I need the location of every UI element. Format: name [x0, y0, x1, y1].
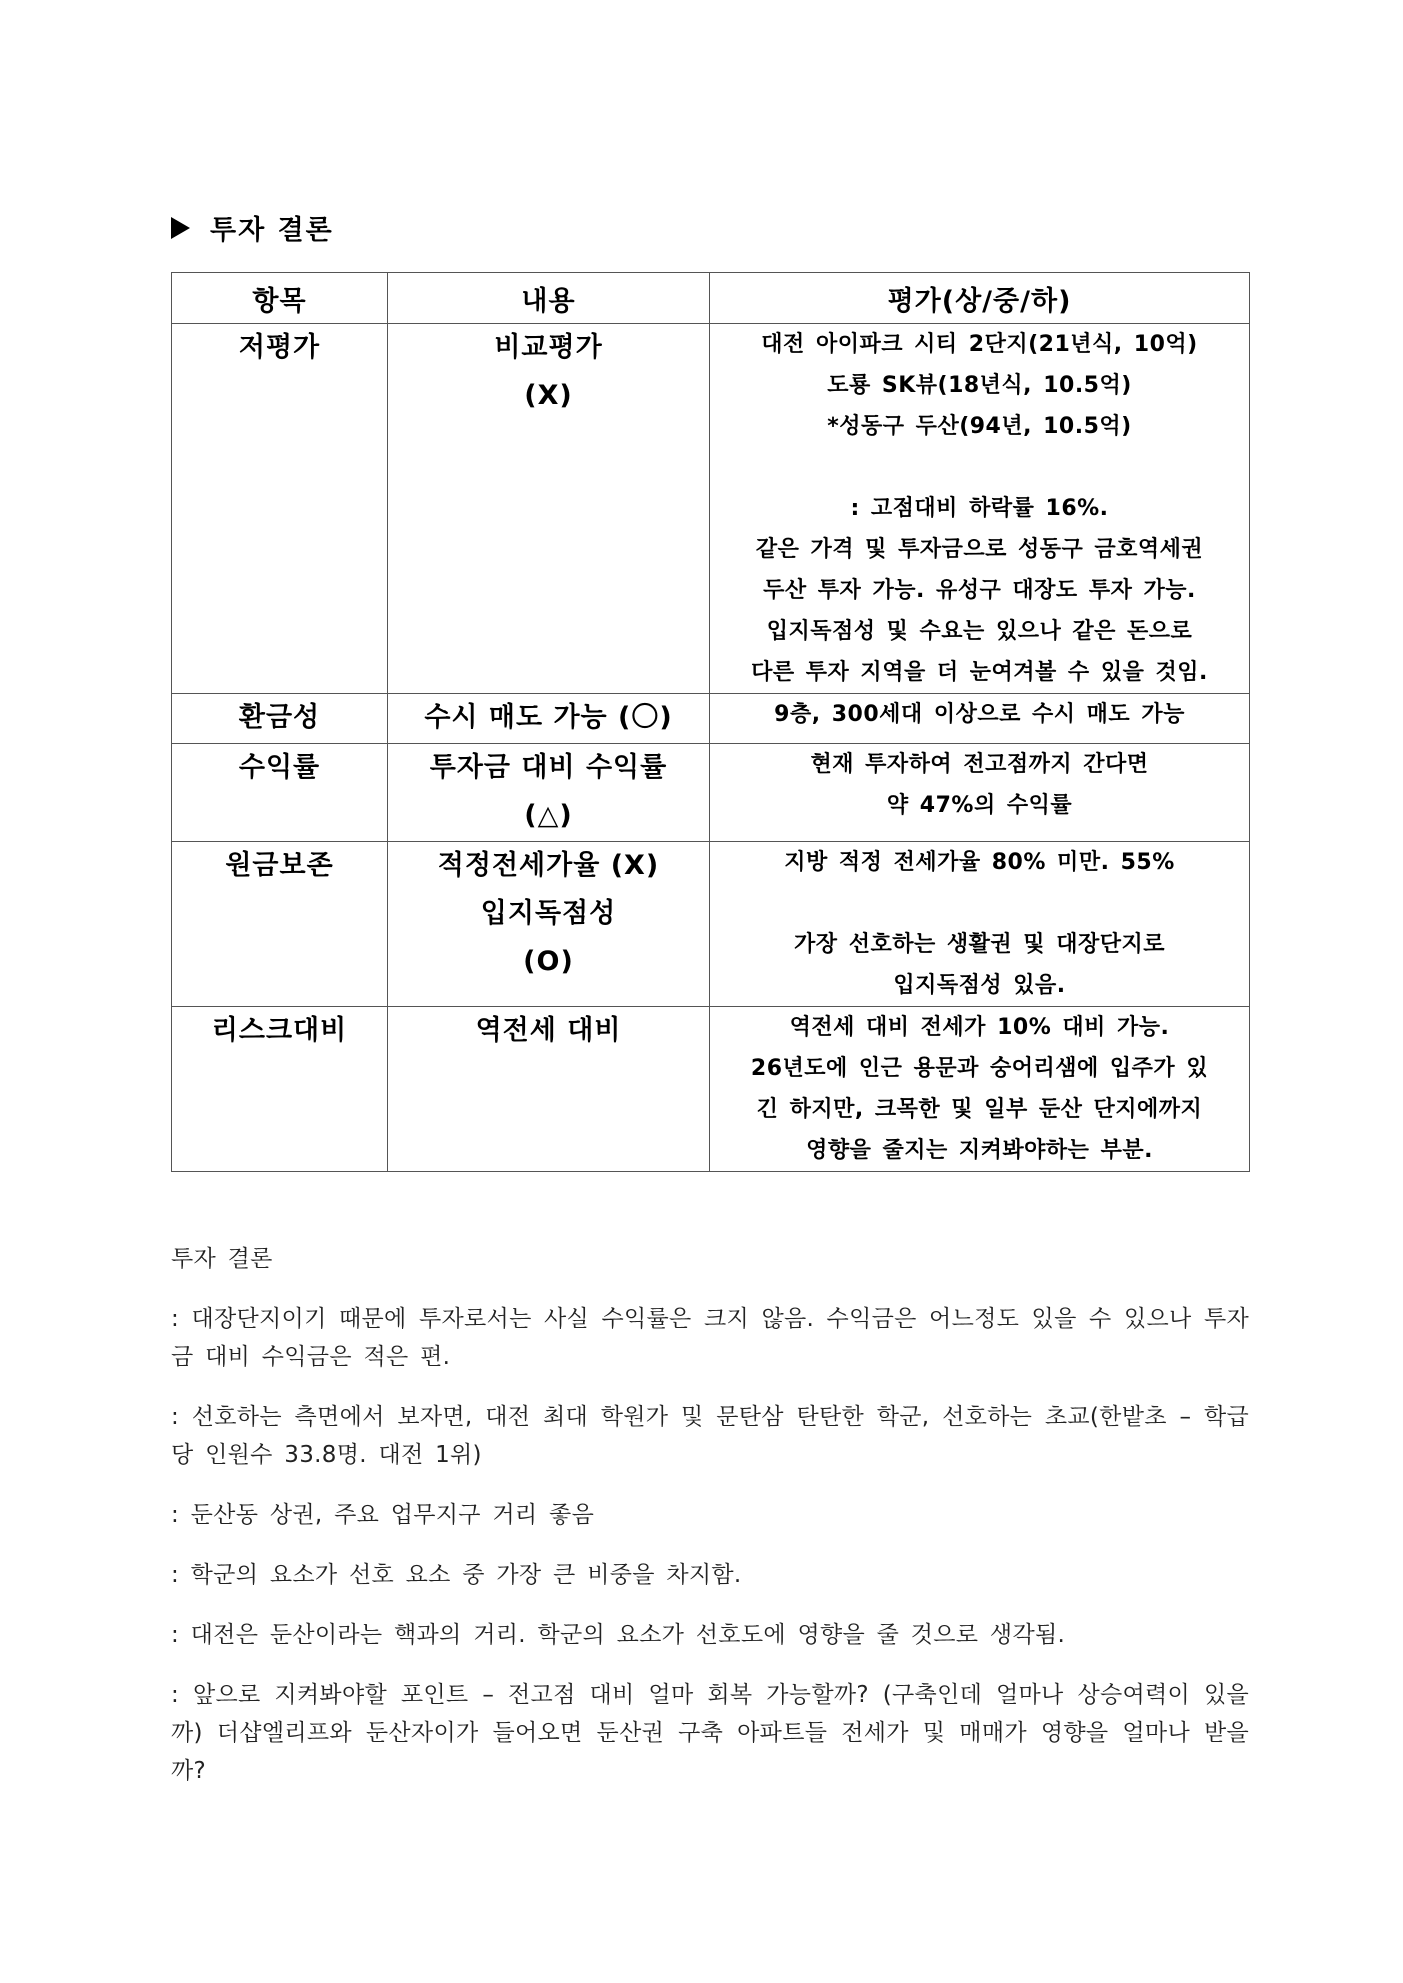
- row-content: [388, 744, 710, 842]
- evaluation-line: 9층, 300세대 이상으로 수시 매도 가능: [774, 702, 1185, 727]
- evaluation-line: 입지독점성 및 수요는 있으나 같은 돈으로: [766, 619, 1193, 644]
- row-item: 저평가: [172, 324, 388, 694]
- content-line: (△): [524, 800, 573, 831]
- content-line: 투자금 대비 수익률: [429, 752, 668, 783]
- table-row: [172, 694, 1250, 744]
- row-content: [388, 694, 710, 744]
- row-item: 원금보존: [172, 842, 388, 1007]
- row-evaluation: [710, 1007, 1250, 1172]
- conclusion-paragraph: : 대장단지이기 때문에 투자로서는 사실 수익률은 크지 않음. 수익금은 어느정도 있을 수 있으나 투자금 대비 수익금은 적은 편.: [171, 1306, 1249, 1370]
- content-line: 수시 매도 가능 (〇): [424, 702, 673, 733]
- header-evaluation: 평가(상/중/하): [710, 273, 1250, 324]
- row-evaluation: [710, 324, 1250, 694]
- conclusion-paragraph: : 대전은 둔산이라는 핵과의 거리. 학군의 요소가 선호도에 영향을 줄 것으로 생각됨.: [171, 1622, 1066, 1648]
- table-row: [172, 324, 1250, 694]
- row-evaluation: [710, 694, 1250, 744]
- table-row: [172, 1007, 1250, 1172]
- conclusion-section: [171, 1240, 1249, 1812]
- row-item: 리스크대비: [172, 1007, 388, 1172]
- evaluation-line: 도룡 SK뷰(18년식, 10.5억): [827, 373, 1132, 398]
- header-item: 항목: [172, 273, 388, 324]
- evaluation-line: [710, 883, 1249, 924]
- triangle-bullet-icon: [171, 217, 190, 239]
- row-content: [388, 842, 710, 1007]
- conclusion-paragraph: : 둔산동 상권, 주요 업무지구 거리 좋음: [171, 1502, 595, 1528]
- evaluation-line: 가장 선호하는 생활권 및 대장단지로: [794, 932, 1165, 957]
- row-item: 수익률: [172, 744, 388, 842]
- content-line: (X): [524, 380, 573, 411]
- conclusion-title: 투자 결론: [171, 1246, 273, 1272]
- evaluation-line: 현재 투자하여 전고점까지 간다면: [810, 752, 1149, 777]
- content-line: (O): [523, 946, 574, 977]
- evaluation-line: 지방 적정 전세가율 80% 미만. 55%: [784, 850, 1175, 875]
- evaluation-line: [710, 447, 1249, 488]
- evaluation-line: 같은 가격 및 투자금으로 성동구 금호역세권: [755, 537, 1204, 562]
- evaluation-line: 대전 아이파크 시티 2단지(21년식, 10억): [761, 332, 1198, 357]
- evaluation-table: [171, 272, 1250, 1172]
- content-line: 입지독점성: [480, 898, 617, 929]
- evaluation-line: 긴 하지만, 크목한 및 일부 둔산 단지에까지: [756, 1097, 1203, 1122]
- section-heading: [171, 208, 334, 247]
- evaluation-line: 영향을 줄지는 지켜봐야하는 부분.: [806, 1138, 1153, 1163]
- conclusion-paragraph: : 앞으로 지켜봐야할 포인트 – 전고점 대비 얼마 회복 가능할까? (구축인데 얼마나 상승여력이 있을까) 더샵엘리프와 둔산자이가 들어오면 둔산권 구축 아파트들 전세가 및 매매가 영향을 얼마나 받을까?: [171, 1682, 1249, 1784]
- evaluation-line: 역전세 대비 전세가 10% 대비 가능.: [789, 1015, 1170, 1040]
- conclusion-paragraph: : 학군의 요소가 선호 요소 중 가장 큰 비중을 차지함.: [171, 1562, 742, 1588]
- evaluation-line: *성동구 두산(94년, 10.5억): [827, 414, 1132, 439]
- row-content: [388, 1007, 710, 1172]
- header-content: 내용: [388, 273, 710, 324]
- evaluation-line: : 고점대비 하락률 16%.: [850, 496, 1109, 521]
- row-content: [388, 324, 710, 694]
- content-line: 적정전세가율 (X): [437, 850, 660, 881]
- row-evaluation: [710, 842, 1250, 1007]
- conclusion-paragraph: : 선호하는 측면에서 보자면, 대전 최대 학원가 및 문탄삼 탄탄한 학군, 선호하는 초교(한밭초 – 학급당 인원수 33.8명. 대전 1위): [171, 1404, 1249, 1468]
- content-line: 비교평가: [494, 332, 603, 363]
- evaluation-line: 26년도에 인근 용문과 숭어리샘에 입주가 있: [750, 1056, 1209, 1081]
- evaluation-line: 입지독점성 있음.: [893, 973, 1066, 998]
- table-row: [172, 842, 1250, 1007]
- section-title: 투자 결론: [210, 215, 334, 246]
- table-header-row: [172, 273, 1250, 324]
- table-row: [172, 744, 1250, 842]
- row-item: 환금성: [172, 694, 388, 744]
- evaluation-line: 다른 투자 지역을 더 눈여겨볼 수 있을 것임.: [751, 660, 1208, 685]
- evaluation-line: 두산 투자 가능. 유성구 대장도 투자 가능.: [763, 578, 1196, 603]
- evaluation-line: 약 47%의 수익률: [886, 793, 1073, 818]
- content-line: 역전세 대비: [475, 1015, 622, 1046]
- row-evaluation: [710, 744, 1250, 842]
